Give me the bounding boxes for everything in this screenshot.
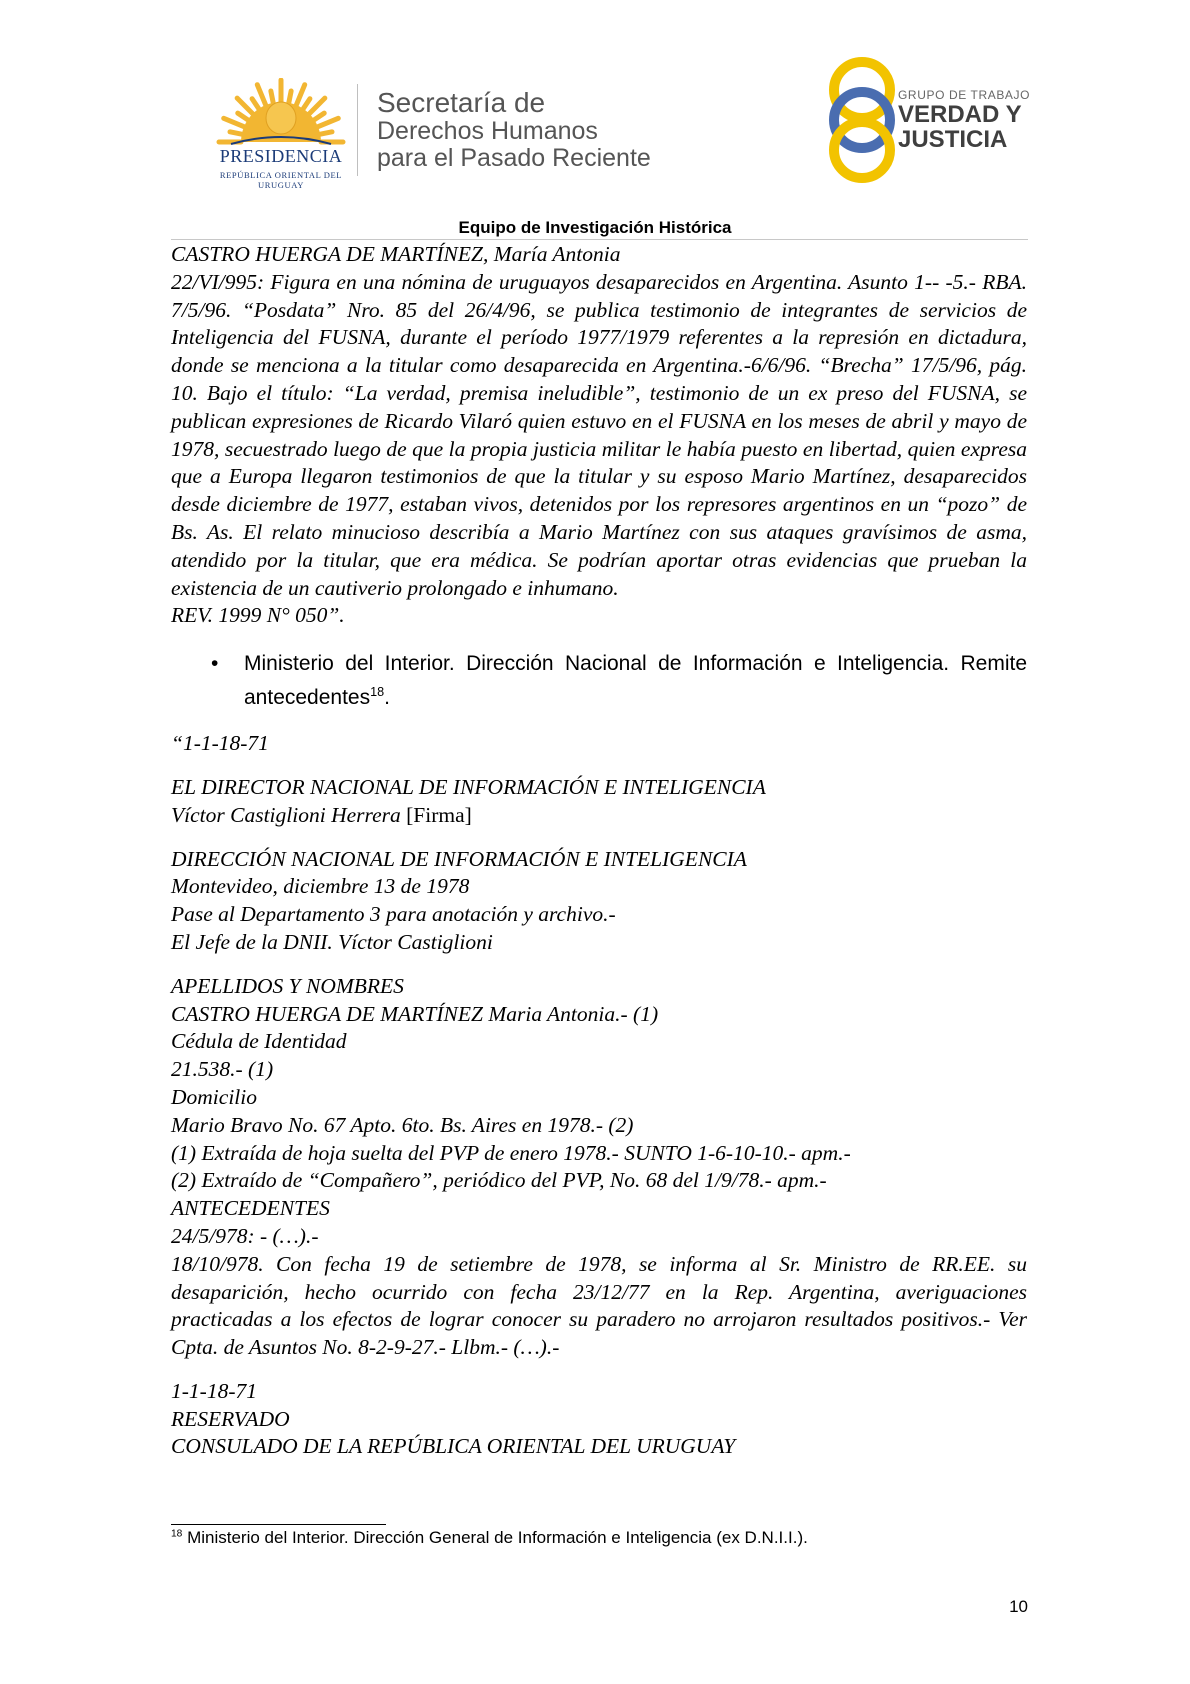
record-line: APELLIDOS Y NOMBRES	[171, 973, 404, 998]
grupo-line-2: VERDAD Y	[898, 101, 1022, 128]
header-rule	[171, 239, 1028, 240]
record-line: Domicilio	[171, 1084, 257, 1109]
rev-line: REV. 1999 N° 050”.	[171, 603, 345, 628]
reference-code: “1-1-18-71	[171, 731, 269, 756]
presidencia-subtitle: REPÚBLICA ORIENTAL DEL URUGUAY	[219, 170, 343, 190]
presidencia-title: PRESIDENCIA	[219, 146, 343, 166]
bullet-icon: •	[211, 652, 219, 676]
grupo-logo-text	[898, 88, 1030, 152]
header-divider	[357, 84, 358, 176]
footnote-number: 18	[171, 1528, 183, 1540]
dnii-line: Montevideo, diciembre 13 de 1978	[171, 874, 470, 899]
record-line: ANTECEDENTES	[171, 1196, 330, 1221]
record-paragraph-1: 22/VI/995: Figura en una nómina de uruguayos desaparecidos en Argentina. Asunto 1-- -5.- RBA. 7/5/96. “Posdata” Nro. 85 del 26/4/96, se publica testimonio de integrantes de servicios de Inteligencia del FUSNA, durante el período 1977/1979 referentes a la represión en dictadura, donde se menciona a la titular como desaparecida en Argentina.-6/6/96. “Brecha” 17/5/96, pág. 10. Bajo el título: “La verdad, premisa ineludible”, testimonio de un ex preso del FUSNA, se publican expresiones de Ricardo Vilaró quien estuvo en el FUSNA en los meses de abril y mayo de 1978, secuestrado luego de que la propia justicia militar le había puesto en libertad, quien expresa que a Europa llegaron testimonios de que la titular y su esposo Mario Martínez, desaparecidos desde diciembre de 1977, estaban vivos, detenidos por los represores argentinos en un “pozo” de Bs. As. El relato minucioso describía a Mario Martínez con sus ataques gravísimos de asma, atendido por la titular, que era médica. Se podrían aportar otras evidencias que prueban la existencia de un cautiverio prolongado e inhumano.	[171, 269, 1027, 600]
signature-mark: [Firma]	[406, 802, 472, 827]
record-line: 21.538.- (1)	[171, 1057, 274, 1082]
record-line: CASTRO HUERGA DE MARTÍNEZ Maria Antonia.- (1)	[171, 1001, 659, 1026]
grupo-line-3: JUSTICIA	[898, 126, 1008, 153]
dnii-line: Pase al Departamento 3 para anotación y archivo.-	[171, 902, 616, 927]
bullet-text: Ministerio del Interior. Dirección Nacional de Información e Inteligencia. Remite antecedentes	[244, 652, 1027, 710]
footnote	[171, 1528, 1031, 1548]
footnote-rule	[171, 1524, 386, 1525]
director-title: EL DIRECTOR NACIONAL DE INFORMACIÓN E INTELIGENCIA	[171, 774, 766, 799]
footnote-text: Ministerio del Interior. Dirección General de Información e Inteligencia (ex D.N.I.I.).	[182, 1528, 808, 1547]
closing-line: 1-1-18-71	[171, 1378, 257, 1403]
bullet-end: .	[384, 686, 390, 710]
closing-line: RESERVADO	[171, 1406, 290, 1431]
director-name: Víctor Castiglioni Herrera	[171, 802, 401, 827]
document-body	[171, 241, 1027, 1461]
presidencia-logo	[196, 78, 366, 190]
record-line: (2) Extraído de “Compañero”, periódico del PVP, No. 68 del 1/9/78.- apm.-	[171, 1168, 827, 1193]
secretaria-line-2: Derechos Humanos	[377, 117, 598, 145]
bullet-item	[171, 650, 1027, 712]
name-line: CASTRO HUERGA DE MARTÍNEZ, María Antonia	[171, 242, 621, 266]
closing-line: CONSULADO DE LA REPÚBLICA ORIENTAL DEL URUGUAY	[171, 1434, 736, 1459]
page-number: 10	[1009, 1597, 1028, 1616]
record-paragraph-2: 18/10/978. Con fecha 19 de setiembre de 1978, se informa al Sr. Ministro de RR.EE. su desaparición, hecho ocurrido con fecha 23/12/77 en la Rep. Argentina, averiguaciones practicadas a los efectos de lograr conocer su paradero no arrojaron resultados positivos.- Ver Cpta. de Asuntos No. 8-2-9-27.- Llbm.- (…).-	[171, 1251, 1027, 1360]
record-line: (1) Extraída de hoja suelta del PVP de enero 1978.- SUNTO 1-6-10-10.- apm.-	[171, 1140, 851, 1165]
footnote-ref[interactable]: 18	[370, 685, 385, 700]
secretaria-logo-text	[377, 88, 651, 172]
record-line: Cédula de Identidad	[171, 1029, 347, 1054]
team-title: Equipo de Investigación Histórica	[458, 218, 732, 237]
dnii-line: El Jefe de la DNII. Víctor Castiglioni	[171, 929, 493, 954]
secretaria-line-1: Secretaría de	[377, 87, 546, 118]
director-line	[171, 802, 1027, 830]
sun-emblem-icon	[196, 78, 366, 148]
record-line: 24/5/978: - (…).-	[171, 1223, 319, 1248]
grupo-line-1: GRUPO DE TRABAJO	[898, 88, 1031, 102]
record-line: Mario Bravo No. 67 Apto. 6to. Bs. Aires en 1978.- (2)	[171, 1112, 634, 1137]
secretaria-line-3: para el Pasado Reciente	[377, 144, 651, 172]
dnii-line: DIRECCIÓN NACIONAL DE INFORMACIÓN E INTELIGENCIA	[171, 846, 747, 871]
